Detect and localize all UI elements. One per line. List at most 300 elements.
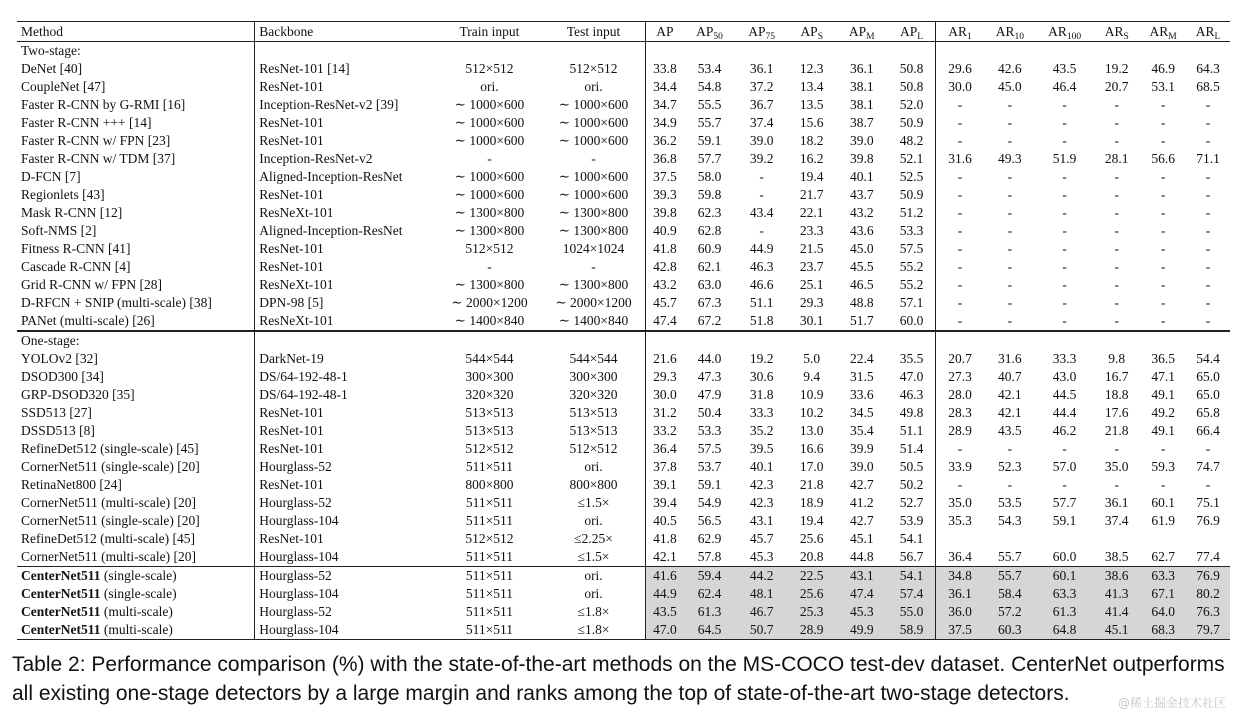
metric-cell: -	[1205, 277, 1211, 292]
metric-cell: 56.7	[888, 548, 936, 567]
test-input-cell: ∼ 1300×800	[542, 222, 646, 240]
train-input-cell: ∼ 1400×840	[454, 313, 525, 328]
train-input-cell: 511×511	[465, 513, 514, 528]
metric-cell: -	[1160, 477, 1166, 492]
metric-cell: 37.5	[653, 169, 677, 184]
backbone-cell: ResNet-101	[259, 405, 324, 420]
test-input-cell: ∼ 1000×600	[542, 132, 646, 150]
test-input-cell: ori.	[542, 78, 646, 96]
section-title: Two-stage:	[17, 42, 255, 61]
metric-cell: 44.2	[736, 567, 788, 586]
train-input-cell: ∼ 1000×600	[454, 115, 525, 130]
empty-cell	[1036, 42, 1093, 61]
test-input-cell: 1024×1024	[542, 240, 646, 258]
metric-cell: 41.2	[849, 495, 874, 510]
metric-cell: 40.5	[653, 513, 677, 528]
train-input-cell: 511×511	[465, 459, 514, 474]
table-row	[17, 186, 1230, 204]
backbone-cell: DS/64-192-48-1	[259, 387, 348, 402]
metric-cell: 36.4	[948, 549, 972, 564]
metric-cell: 36.1	[849, 61, 874, 76]
method-cell: CornerNet511 (multi-scale) [20]	[17, 548, 255, 567]
metric-cell: 50.8	[888, 78, 936, 96]
backbone-cell: ResNet-101	[259, 115, 324, 130]
centernet-row	[17, 603, 1230, 621]
metric-cell: 10.9	[799, 387, 824, 402]
metric-cell: 47.0	[646, 621, 684, 640]
table-row	[17, 240, 1230, 258]
metric-cell: 55.7	[697, 115, 722, 130]
metric-cell: -	[1114, 477, 1119, 492]
metric-cell: 43.0	[1052, 369, 1077, 384]
metric-cell: 41.3	[1093, 585, 1140, 603]
backbone-cell: ResNeXt-101	[259, 313, 334, 328]
metric-cell: -	[1160, 259, 1166, 274]
metric-cell: -	[1007, 295, 1013, 310]
metric-cell: 49.2	[1151, 405, 1175, 420]
metric-cell: 57.7	[1052, 495, 1077, 510]
metric-cell: 80.2	[1186, 585, 1230, 603]
metric-cell: -	[1007, 133, 1013, 148]
metric-cell: 60.1	[1151, 495, 1175, 510]
metric-cell: -	[1114, 205, 1119, 220]
metric-cell: 43.6	[849, 223, 874, 238]
empty-cell	[736, 42, 788, 61]
empty-cell	[437, 42, 541, 61]
train-input-cell: 544×544	[465, 351, 514, 366]
table-row	[17, 476, 1230, 494]
metric-cell: 21.6	[653, 351, 677, 366]
metric-cell: 59.3	[1151, 459, 1175, 474]
metric-cell: 51.8	[749, 313, 774, 328]
metric-cell: -	[1007, 259, 1013, 274]
metric-cell: -	[1114, 97, 1119, 112]
metric-cell: 13.4	[799, 79, 824, 94]
empty-cell	[646, 42, 684, 61]
metric-cell: -	[1007, 277, 1013, 292]
metric-cell: -	[1062, 187, 1067, 202]
train-input-cell: ∼ 1300×800	[454, 223, 525, 238]
train-input-cell: ∼ 1300×800	[454, 277, 525, 292]
metric-cell: 43.7	[849, 187, 874, 202]
metric-cell: 64.0	[1140, 603, 1186, 621]
metric-cell: 60.1	[1036, 567, 1093, 586]
metric-cell: -	[1062, 477, 1067, 492]
metric-cell: 53.1	[1151, 79, 1175, 94]
metric-cell: 34.7	[653, 97, 677, 112]
metric-cell: -	[1114, 223, 1119, 238]
metric-cell: 55.0	[888, 603, 936, 621]
metric-cell: 52.3	[998, 459, 1022, 474]
test-input-cell: ≤1.5×	[542, 494, 646, 512]
metric-cell: -	[1114, 169, 1119, 184]
method-cell: YOLOv2 [32]	[17, 350, 255, 368]
metric-cell: 45.3	[749, 549, 774, 564]
metric-cell: 25.6	[788, 585, 836, 603]
metric-cell: 44.8	[849, 549, 874, 564]
train-input-cell: 511×511	[465, 622, 514, 637]
metric-cell: 41.4	[1093, 603, 1140, 621]
metric-cell: 13.5	[799, 97, 824, 112]
metric-cell	[936, 530, 984, 548]
metric-cell: 55.5	[697, 97, 722, 112]
metric-cell: 59.1	[1052, 513, 1077, 528]
backbone-cell: Hourglass-52	[255, 567, 438, 586]
metric-cell: -	[957, 223, 963, 238]
metric-cell: -	[1062, 223, 1067, 238]
metric-cell: 34.4	[653, 79, 677, 94]
metric-cell: 28.9	[948, 423, 972, 438]
method-cell: Faster R-CNN w/ FPN [23]	[17, 132, 255, 150]
table-row	[17, 404, 1230, 422]
metric-cell: -	[1007, 169, 1013, 184]
train-input-cell: 513×513	[465, 423, 514, 438]
metric-cell: 45.0	[849, 241, 874, 256]
test-input-cell: ∼ 2000×1200	[542, 294, 646, 312]
method-cell: Cascade R-CNN [4]	[17, 258, 255, 276]
metric-cell: 57.5	[888, 240, 936, 258]
metric-cell: -	[1062, 295, 1067, 310]
train-input-cell: 800×800	[465, 477, 514, 492]
train-input-cell: 512×512	[465, 441, 514, 456]
metric-cell: 60.3	[984, 621, 1036, 640]
empty-cell	[437, 331, 541, 350]
metric-cell: -	[1160, 313, 1166, 328]
metric-cell: 62.3	[697, 205, 722, 220]
method-cell: Fitness R-CNN [41]	[17, 240, 255, 258]
metric-cell: -	[1160, 241, 1166, 256]
empty-cell	[984, 42, 1036, 61]
metric-cell: 33.9	[948, 459, 972, 474]
metric-cell: 23.7	[799, 259, 824, 274]
train-input-cell: 511×511	[465, 495, 514, 510]
metric-cell: -	[957, 187, 963, 202]
method-cell: RefineDet512 (single-scale) [45]	[17, 440, 255, 458]
metric-cell: -	[1160, 169, 1166, 184]
metric-cell: 51.7	[849, 313, 874, 328]
metric-cell: 17.6	[1104, 405, 1129, 420]
metric-cell: 49.9	[836, 621, 888, 640]
metric-cell: 49.3	[998, 151, 1022, 166]
empty-cell	[984, 331, 1036, 350]
centernet-row	[17, 567, 1230, 586]
metric-cell: 35.0	[1104, 459, 1129, 474]
metric-cell: 59.1	[697, 477, 722, 492]
metric-cell: 36.2	[653, 133, 677, 148]
empty-cell	[736, 331, 788, 350]
metric-cell: 42.1	[998, 387, 1022, 402]
train-input-cell: ∼ 2000×1200	[451, 295, 528, 310]
header-metric: $AR_M$	[1140, 22, 1186, 42]
metric-cell: -	[1007, 313, 1013, 328]
centernet-row	[17, 621, 1230, 640]
metric-cell: 67.1	[1140, 585, 1186, 603]
metric-cell: 40.1	[849, 169, 874, 184]
metric-cell: 48.2	[888, 132, 936, 150]
table-row	[17, 530, 1230, 548]
backbone-cell: ResNet-101	[259, 187, 324, 202]
metric-cell: 39.0	[849, 133, 874, 148]
metric-cell: 23.3	[799, 223, 824, 238]
metric-cell: 31.8	[749, 387, 774, 402]
metric-cell: 60.0	[1052, 549, 1077, 564]
table-row	[17, 78, 1230, 96]
metric-cell: 51.1	[888, 422, 936, 440]
metric-cell: 22.1	[799, 205, 824, 220]
table-row	[17, 494, 1230, 512]
table-row	[17, 222, 1230, 240]
metric-cell: 43.5	[998, 423, 1022, 438]
header-metric: $AP_{50}$	[683, 22, 735, 42]
metric-cell: 62.4	[683, 585, 735, 603]
metric-cell: 50.8	[888, 60, 936, 78]
metric-cell: 48.8	[849, 295, 874, 310]
metric-cell: 61.3	[683, 603, 735, 621]
method-cell: CornerNet511 (multi-scale) [20]	[17, 494, 255, 512]
metric-cell: 53.3	[697, 423, 722, 438]
metric-cell: 48.1	[736, 585, 788, 603]
test-input-cell: ≤2.25×	[542, 530, 646, 548]
metric-cell: 37.2	[749, 79, 774, 94]
metric-cell: 25.6	[799, 531, 824, 546]
metric-cell: -	[1114, 259, 1119, 274]
backbone-cell: ResNet-101	[259, 531, 324, 546]
metric-cell: -	[957, 295, 963, 310]
train-input-cell: ∼ 1000×600	[454, 133, 525, 148]
metric-cell: -	[1114, 115, 1119, 130]
metric-cell: 25.3	[788, 603, 836, 621]
metric-cell: 38.7	[849, 115, 874, 130]
metric-cell: -	[759, 223, 764, 238]
metric-cell: 43.2	[849, 205, 874, 220]
metric-cell: 47.0	[888, 368, 936, 386]
metric-cell: 50.9	[888, 186, 936, 204]
table-row	[17, 276, 1230, 294]
metric-cell: 68.3	[1140, 621, 1186, 640]
empty-cell	[1140, 331, 1186, 350]
train-input-cell: ∼ 1000×600	[454, 169, 525, 184]
test-input-cell: ∼ 1300×800	[542, 276, 646, 294]
metric-cell: 54.4	[1196, 351, 1220, 366]
metric-cell: 27.3	[948, 369, 972, 384]
metric-cell: 18.8	[1104, 387, 1129, 402]
header-metric: AP	[646, 22, 684, 42]
metric-cell: -	[1205, 97, 1211, 112]
backbone-cell: Hourglass-52	[259, 459, 332, 474]
method-cell: CoupleNet [47]	[17, 78, 255, 96]
metric-cell: 47.9	[697, 387, 722, 402]
backbone-cell: ResNeXt-101	[259, 205, 334, 220]
metric-cell: 76.3	[1186, 603, 1230, 621]
metric-cell: -	[1007, 205, 1013, 220]
table-row	[17, 440, 1230, 458]
metric-cell: 61.3	[1036, 603, 1093, 621]
test-input-cell: -	[542, 258, 646, 276]
metric-cell: 41.8	[653, 241, 677, 256]
metric-cell: -	[1062, 97, 1067, 112]
metric-cell: 22.4	[849, 351, 874, 366]
metric-cell: 55.7	[984, 567, 1036, 586]
metric-cell: 44.9	[646, 585, 684, 603]
header-test-input: Test input	[542, 22, 646, 42]
backbone-cell: Hourglass-52	[259, 604, 332, 619]
metric-cell: 64.3	[1196, 61, 1220, 76]
metric-cell: -	[1205, 169, 1211, 184]
backbone-cell: DPN-98 [5]	[259, 295, 324, 310]
backbone-cell: ResNet-101	[259, 241, 324, 256]
method-cell: Soft-NMS [2]	[17, 222, 255, 240]
metric-cell: 31.5	[849, 369, 874, 384]
metric-cell: 28.3	[948, 405, 972, 420]
metric-cell: 34.9	[653, 115, 677, 130]
method-cell: D-FCN [7]	[17, 168, 255, 186]
metric-cell: 47.4	[836, 585, 888, 603]
metric-cell: -	[1205, 295, 1211, 310]
metric-cell: 44.4	[1052, 405, 1077, 420]
method-scale: (multi-scale)	[100, 622, 173, 637]
metric-cell: 38.5	[1104, 549, 1129, 564]
metric-cell: 44.9	[749, 241, 774, 256]
results-table	[17, 21, 1230, 640]
metric-cell: 49.8	[888, 404, 936, 422]
metric-cell: 33.2	[653, 423, 677, 438]
metric-cell: 46.7	[736, 603, 788, 621]
metric-cell: 58.4	[984, 585, 1036, 603]
train-input-cell: 320×320	[465, 387, 514, 402]
metric-cell: 29.3	[799, 295, 824, 310]
metric-cell: -	[1007, 241, 1013, 256]
metric-cell: 50.4	[697, 405, 722, 420]
metric-cell: 36.1	[936, 585, 984, 603]
metric-cell: 45.1	[1093, 621, 1140, 640]
metric-cell: 46.4	[1052, 79, 1077, 94]
metric-cell: 41.6	[646, 567, 684, 586]
empty-cell	[888, 331, 936, 350]
metric-cell: 39.0	[749, 133, 774, 148]
metric-cell: -	[1160, 205, 1166, 220]
metric-cell: -	[1114, 295, 1119, 310]
metric-cell: 53.7	[697, 459, 722, 474]
metric-cell: 39.0	[849, 459, 874, 474]
metric-cell: 28.0	[948, 387, 972, 402]
test-input-cell: -	[542, 150, 646, 168]
backbone-cell: ResNet-101 [14]	[259, 61, 350, 76]
metric-cell: 40.7	[998, 369, 1022, 384]
empty-cell	[542, 42, 646, 61]
metric-cell: 25.1	[799, 277, 824, 292]
header-train-input: Train input	[437, 22, 541, 42]
metric-cell: 76.9	[1186, 567, 1230, 586]
metric-cell: 49.1	[1151, 423, 1175, 438]
metric-cell: -	[1062, 241, 1067, 256]
header-metric: $AP_M$	[836, 22, 888, 42]
metric-cell: -	[1160, 115, 1166, 130]
test-input-cell: ≤1.8×	[542, 603, 646, 621]
metric-cell: 38.6	[1093, 567, 1140, 586]
metric-cell: 54.1	[888, 530, 936, 548]
metric-cell: 45.0	[998, 79, 1022, 94]
metric-cell: 39.8	[653, 205, 677, 220]
metric-cell: -	[1114, 441, 1119, 456]
metric-cell: 18.9	[799, 495, 824, 510]
metric-cell: -	[1114, 133, 1119, 148]
backbone-cell: ResNet-101	[259, 79, 324, 94]
method-cell	[17, 585, 255, 603]
metric-cell: 51.9	[1052, 151, 1077, 166]
backbone-cell: Hourglass-104	[259, 586, 339, 601]
metric-cell: 60.9	[697, 241, 722, 256]
method-cell	[17, 603, 255, 621]
metric-cell: 34.5	[849, 405, 874, 420]
empty-cell	[1140, 42, 1186, 61]
metric-cell: 39.3	[653, 187, 677, 202]
metric-cell: -	[1007, 477, 1013, 492]
metric-cell: 16.7	[1104, 369, 1129, 384]
metric-cell: 10.2	[799, 405, 824, 420]
metric-cell: -	[1205, 133, 1211, 148]
method-name-bold: CenterNet511	[21, 604, 101, 619]
train-input-cell: 513×513	[465, 405, 514, 420]
metric-cell: -	[1007, 97, 1013, 112]
metric-cell: -	[1062, 441, 1067, 456]
metric-cell: -	[1205, 223, 1211, 238]
metric-cell: 21.5	[799, 241, 824, 256]
metric-cell: 21.8	[1104, 423, 1129, 438]
metric-cell: 21.7	[799, 187, 824, 202]
metric-cell: 42.7	[849, 513, 874, 528]
empty-cell	[788, 331, 836, 350]
metric-cell: 18.2	[799, 133, 824, 148]
metric-cell: 29.3	[653, 369, 677, 384]
table-row	[17, 312, 1230, 331]
metric-cell: 43.2	[653, 277, 677, 292]
metric-cell	[1093, 530, 1140, 548]
backbone-cell: Aligned-Inception-ResNet	[259, 223, 403, 238]
metric-cell: 19.4	[799, 513, 824, 528]
metric-cell: 52.7	[888, 494, 936, 512]
metric-cell: 60.0	[888, 312, 936, 331]
table-row	[17, 458, 1230, 476]
metric-cell: -	[1160, 97, 1166, 112]
metric-cell: -	[957, 313, 963, 328]
train-input-cell: 511×511	[465, 586, 514, 601]
metric-cell: 36.1	[1104, 495, 1129, 510]
metric-cell: -	[1007, 115, 1013, 130]
metric-cell: 61.9	[1151, 513, 1175, 528]
table-row	[17, 548, 1230, 567]
metric-cell: 33.6	[849, 387, 874, 402]
metric-cell: 57.0	[1052, 459, 1077, 474]
metric-cell: 36.8	[653, 151, 677, 166]
metric-cell: 58.9	[888, 621, 936, 640]
metric-cell: 38.1	[849, 97, 874, 112]
method-name-bold: CenterNet511	[21, 568, 101, 583]
metric-cell: 76.9	[1196, 513, 1220, 528]
metric-cell: 17.0	[799, 459, 824, 474]
empty-cell	[683, 42, 735, 61]
metric-cell: 35.5	[888, 350, 936, 368]
backbone-cell: ResNeXt-101	[259, 277, 334, 292]
method-cell: DeNet [40]	[17, 60, 255, 78]
metric-cell: 37.4	[749, 115, 774, 130]
train-input-cell: 300×300	[465, 369, 514, 384]
header-metric: $AP_{75}$	[736, 22, 788, 42]
metric-cell: 37.8	[653, 459, 677, 474]
test-input-cell: ∼ 1000×600	[542, 186, 646, 204]
header-metric: $AP_L$	[888, 22, 936, 42]
metric-cell: 39.2	[749, 151, 774, 166]
table-row	[17, 204, 1230, 222]
